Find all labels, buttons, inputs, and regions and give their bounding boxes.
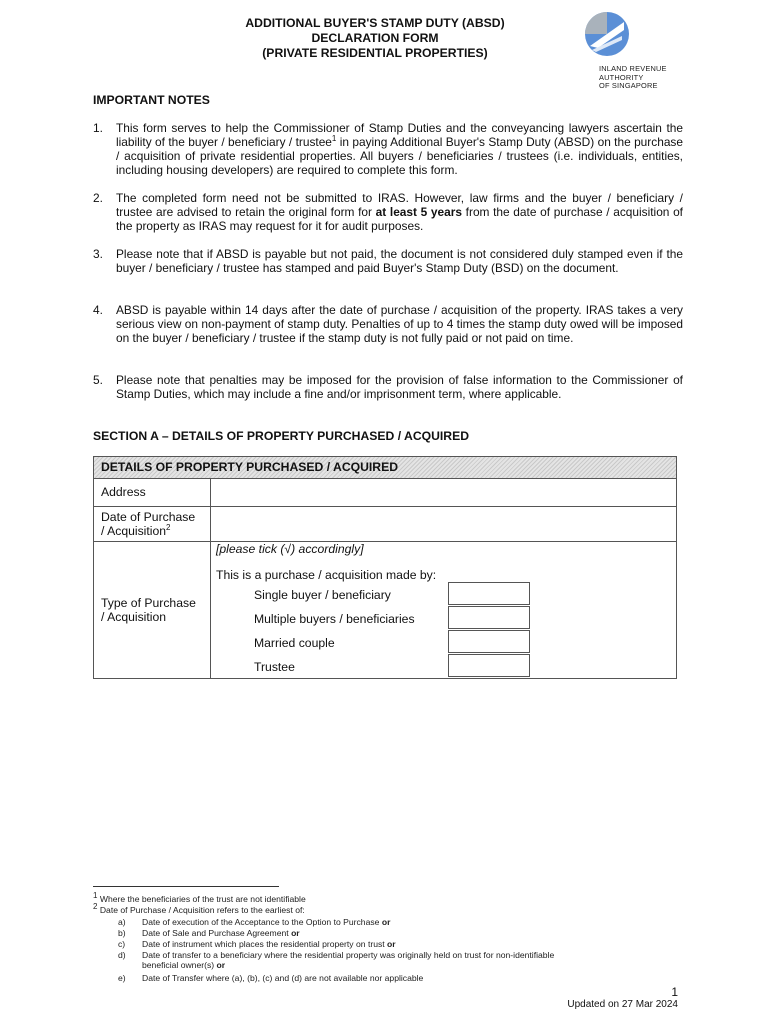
note-item: 1. This form serves to help the Commissioner of Stamp Duties and the conveyancing lawyers ascertain the liability of the buyer / beneficiary / trustee$^1$ in paying Additional Buyer's Stamp Duty (ABSD) on the purchase / acquisition of private residential properties. All buyers / beneficiaries / trustees (i.e. individuals, entities, including housing developers) are required to complete this form. <box>93 121 683 177</box>
note-item: 5. Please note that penalties may be imposed for the provision of false information to the Commissioner of Stamp Duties, which may include a fine and/or imprisonment term, where applicable. <box>93 373 683 401</box>
option-label-multiple: Multiple buyers / beneficiaries <box>254 612 415 626</box>
tick-box-married[interactable] <box>448 630 530 653</box>
tick-instruction: [please tick (√) accordingly] <box>216 542 364 556</box>
row-divider <box>94 541 676 542</box>
table-header: DETAILS OF PROPERTY PURCHASED / ACQUIRED <box>94 457 676 479</box>
footnote-divider <box>93 886 279 887</box>
note-item: 2. The completed form need not be submitted to IRAS. However, law firms and the buyer / beneficiary / trustee are advised to retain the original form for at least 5 years from the date of purchase / acquisition of the property as IRAS may request for it for audit purposes. <box>93 191 683 233</box>
iras-logo-text: INLAND REVENUE AUTHORITY OF SINGAPORE <box>599 64 667 91</box>
footnote-2: $^2$ Date of Purchase / Acquisition refers to the earliest of: <box>93 902 305 915</box>
tick-box-single[interactable] <box>448 582 530 605</box>
tick-box-multiple[interactable] <box>448 606 530 629</box>
note-item: 3. Please note that if ABSD is payable but not paid, the document is not considered duly stamped even if the buyer / beneficiary / trustee has stamped and paid Buyer's Stamp Duty (BSD) on the document. <box>93 247 683 275</box>
page-number: 1 <box>671 985 678 999</box>
type-label: Type of Purchase / Acquisition <box>101 596 196 624</box>
tick-box-trustee[interactable] <box>448 654 530 677</box>
form-page: ADDITIONAL BUYER'S STAMP DUTY (ABSD) DECLARATION FORM (PRIVATE RESIDENTIAL PROPERTIES) INLAND REVENUE AUTHORITY OF SINGAPORE IMPORTANT NOTES 1. This form serves to help the Commissioner of Stamp Duties and the conveyancing lawyers ascertain the liability of the buyer / beneficiary / trustee$^1$ in paying Additional Buyer's Stamp Duty (ABSD) on the purchase / acquisition of private residential properties. All buyers / beneficiaries / trustees (i.e. individuals, entities, including housing developers) are required to complete this form. 2. The completed form need not be submitted to IRAS. However, law firms and the buyer / beneficiary / trustee are advised to retain the original form for at least 5 years from the date of purchase / acquisition of the property as IRAS may request for it for audit purposes. 3. Please note that if ABSD is payable but not paid, the document is not considered duly stamped even if the buyer / beneficiary / trustee has stamped and paid Buyer's Stamp Duty (BSD) on the document. 4. ABSD is payable within 14 days after the date of purchase / acquisition of the property. IRAS takes a very serious view on non-payment of stamp duty. Penalties of up to 4 times the stamp duty owed will be imposed on the buyer / beneficiary / trustee if the stamp duty is not fully paid or not paid on time. 5. Please note that penalties may be imposed for the provision of false information to the Commissioner of Stamp Duties, which may include a fine and/or imprisonment term, where applicable. SECTION A – DETAILS OF PROPERTY PURCHASED / ACQUIRED DETAILS OF PROPERTY PURCHASED / ACQUIRED Address Date of Purchase / Acquisition$^2$ Type of Purchase / Acquisition [please tick (√) accordingly] This is a purchase / acquisition made by: Single buyer / beneficiary Multiple buyers / beneficiaries Married couple Trustee $^1$ Where the beneficiaries of the trust are not identifiable $^2$ Date of Purchase / Acquisition refers to the earliest of: a) Date of execution of the Acceptance to the Option to Purchase or b) Date of Sale and Purchase Agreement or c) Date of instrument which places the residential property on trust or d) Date of transfer to a beneficiary where the residential property was originally held on trust for non-identifiable beneficial owner(s) or e) Date of Transfer where (a), (b), (c) and (d) are not available nor applicable 1 Updated on 27 Mar 2024 <box>0 0 770 1024</box>
title-line-2: DECLARATION FORM <box>311 31 439 45</box>
footnote-1: $^1$ Where the beneficiaries of the trust are not identifiable <box>93 891 306 904</box>
option-label-single: Single buyer / beneficiary <box>254 588 391 602</box>
address-field[interactable] <box>211 478 676 506</box>
option-label-trustee: Trustee <box>254 660 295 674</box>
title-line-3: (PRIVATE RESIDENTIAL PROPERTIES) <box>262 46 488 60</box>
date-label: Date of Purchase / Acquisition$^2$ <box>101 510 196 538</box>
form-title <box>130 16 620 61</box>
important-notes-heading: IMPORTANT NOTES <box>93 93 210 107</box>
section-a-heading: SECTION A – DETAILS OF PROPERTY PURCHASED / ACQUIRED <box>93 429 470 443</box>
address-label: Address <box>101 485 146 499</box>
option-label-married: Married couple <box>254 636 335 650</box>
property-details-table <box>93 456 677 679</box>
updated-date: Updated on 27 Mar 2024 <box>567 999 678 1010</box>
title-line-1: ADDITIONAL BUYER'S STAMP DUTY (ABSD) <box>245 16 505 30</box>
note-item: 4. ABSD is payable within 14 days after the date of purchase / acquisition of the property. IRAS takes a very serious view on non-payment of stamp duty. Penalties of up to 4 times the stamp duty owed will be imposed on the buyer / beneficiary / trustee if the stamp duty is not fully paid or not paid on time. <box>93 303 683 345</box>
date-field[interactable] <box>211 507 676 541</box>
purchase-by-text: This is a purchase / acquisition made by: <box>216 568 437 582</box>
